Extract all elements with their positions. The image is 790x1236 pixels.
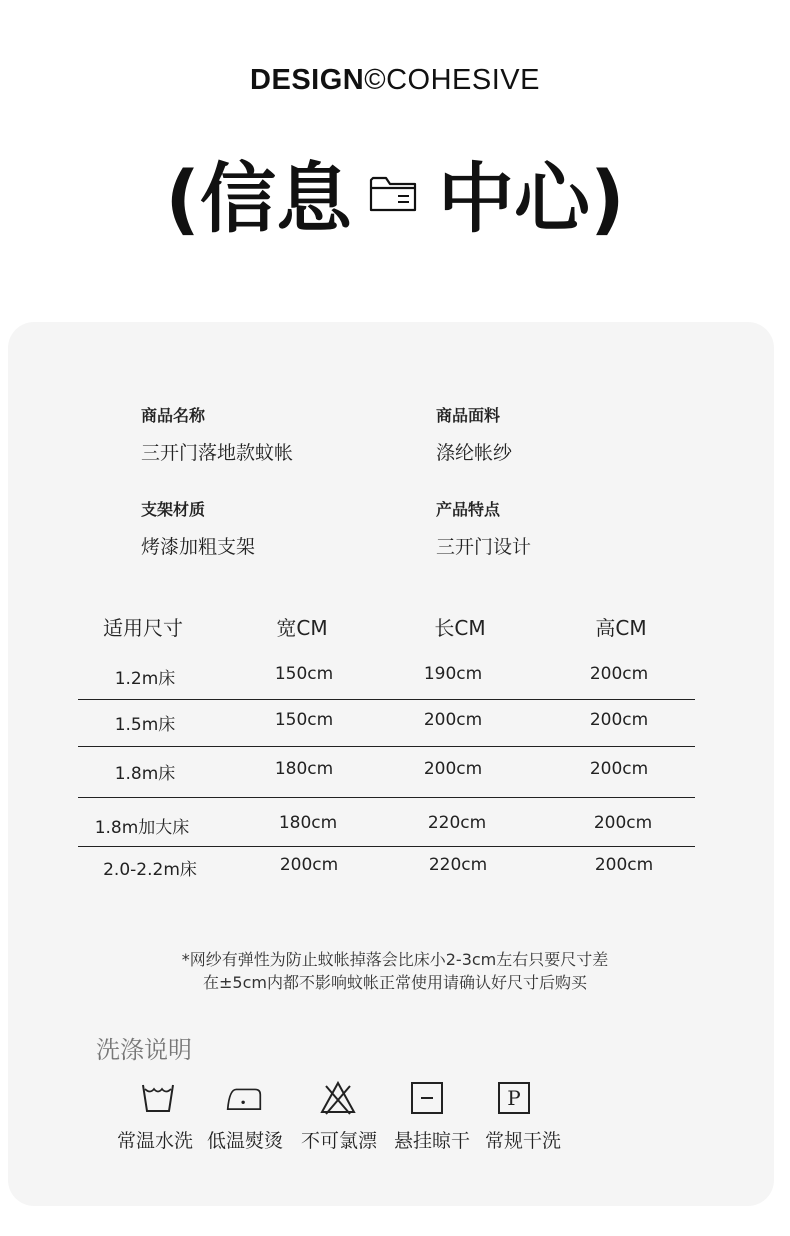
info-item-feature (436, 497, 531, 559)
table-cell: 200cm (593, 813, 653, 833)
table-divider (78, 746, 695, 747)
table-cell: 200cm (589, 664, 649, 684)
table-cell: 1.2m床 (114, 669, 176, 689)
wash-section-title: 洗涤说明 (96, 1036, 192, 1064)
brand-part1: DESIGN (250, 64, 365, 96)
wash-label: 低温熨烫 (207, 1130, 284, 1152)
wash-label: 常规干洗 (485, 1130, 562, 1152)
table-cell: 1.5m床 (114, 715, 176, 735)
dry-clean-icon (496, 1080, 532, 1116)
line-dry-icon (409, 1080, 445, 1116)
info-label: 支架材质 (141, 500, 206, 519)
table-cell: 200cm (279, 855, 339, 875)
table-header-width: 宽CM (276, 616, 328, 640)
table-header-size: 适用尺寸 (103, 616, 183, 640)
iron-icon (226, 1080, 262, 1116)
table-cell: 180cm (278, 813, 338, 833)
table-header-length: 长CM (434, 616, 486, 640)
table-cell: 190cm (423, 664, 483, 684)
table-cell: 200cm (589, 710, 649, 730)
brand-logo (0, 64, 790, 97)
table-divider (78, 846, 695, 847)
table-cell: 200cm (423, 759, 483, 779)
info-item-fabric (436, 403, 512, 465)
info-label: 商品名称 (141, 406, 206, 425)
info-value: 烤漆加粗支架 (141, 536, 256, 558)
size-note-line1: *网纱有弹性为防止蚊帐掉落会比床小2-3cm左右只要尺寸差 (181, 950, 609, 969)
table-divider (78, 797, 695, 798)
info-label: 商品面料 (436, 406, 501, 425)
brand-part2: COHESIVE (386, 64, 540, 96)
table-cell: 220cm (427, 813, 487, 833)
info-item-frame (141, 497, 255, 559)
table-cell: 1.8m床 (114, 764, 176, 784)
table-cell: 1.8m加大床 (94, 818, 190, 838)
info-label: 产品特点 (436, 500, 501, 519)
title-right: 中心) (438, 154, 625, 243)
folder-icon (368, 172, 418, 214)
table-cell: 200cm (594, 855, 654, 875)
wash-label: 常温水洗 (117, 1130, 194, 1152)
table-cell: 180cm (274, 759, 334, 779)
table-cell: 220cm (428, 855, 488, 875)
table-cell: 200cm (589, 759, 649, 779)
wash-label: 不可氯漂 (301, 1130, 378, 1152)
info-item-name (141, 403, 293, 465)
wash-tub-icon (140, 1080, 176, 1116)
info-value: 三开门设计 (436, 536, 532, 558)
info-value: 三开门落地款蚊帐 (141, 442, 294, 464)
table-cell: 150cm (274, 710, 334, 730)
table-cell: 150cm (274, 664, 334, 684)
title-left: (信息 (165, 154, 352, 243)
page-title (0, 138, 790, 247)
brand-mark: © (364, 64, 387, 96)
info-value: 涤纶帐纱 (436, 442, 513, 464)
table-cell: 2.0-2.2m床 (103, 860, 197, 880)
dry-clean-glyph: P (507, 1086, 521, 1110)
no-bleach-icon (320, 1080, 356, 1116)
wash-label: 悬挂晾干 (394, 1130, 471, 1152)
table-divider (78, 699, 695, 700)
table-header-height: 高CM (595, 616, 647, 640)
size-note-line2: 在±5cm内都不影响蚊帐正常使用请确认好尺寸后购买 (203, 973, 587, 992)
table-cell: 200cm (423, 710, 483, 730)
